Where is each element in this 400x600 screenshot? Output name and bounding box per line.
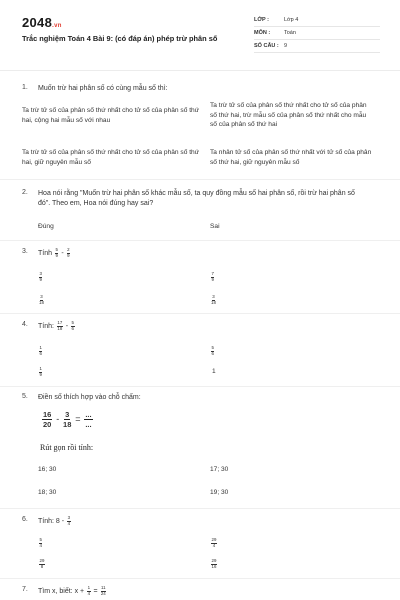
- answer-option-d[interactable]: 19; 30: [210, 489, 229, 496]
- fraction: $\frac{3}{18}$: [39, 294, 44, 305]
- meta-value: Toán: [284, 30, 296, 36]
- question-separator: [0, 313, 400, 314]
- logo-text: 2048: [22, 15, 53, 30]
- answer-option-c[interactable]: Ta trừ tử số của phân số thứ nhất cho tử số của phân số thứ hai, giữ nguyên mẫu số: [22, 149, 200, 166]
- answer-option-c[interactable]: [38, 367, 43, 377]
- question-label: Tìm x, biết:: [38, 587, 73, 595]
- question-number: 7.: [22, 586, 28, 593]
- question-number: 1.: [22, 84, 28, 91]
- answer-option-b[interactable]: 17; 30: [210, 466, 229, 473]
- fraction: $\frac{29}{16}$: [211, 558, 217, 569]
- minus-sign: -: [61, 517, 65, 525]
- answer-option-a[interactable]: [38, 538, 43, 548]
- page-title: Trắc nghiệm Toán 4 Bài 9: (có đáp án) phép trừ phân số: [22, 34, 218, 43]
- meta-grade: [254, 14, 380, 27]
- question-text: [38, 248, 368, 259]
- question-separator: [0, 386, 400, 387]
- answer-option-b[interactable]: [210, 346, 215, 356]
- fraction: $\frac{7}{9}$: [211, 271, 214, 282]
- answer-option-d[interactable]: 1: [212, 368, 216, 375]
- question-label: Tính: [38, 249, 53, 257]
- question-number: 6.: [22, 516, 28, 523]
- minus-sign: -: [65, 322, 69, 330]
- logo-suffix: .vn: [52, 23, 62, 29]
- fraction: $\frac{5}{9}$: [55, 247, 58, 258]
- meta-key: MÔN :: [254, 30, 271, 36]
- header-divider: [0, 70, 400, 71]
- fraction: $\frac{16}{20}$: [43, 410, 52, 429]
- equals-sign: =: [75, 413, 81, 424]
- answer-option-a[interactable]: 16; 30: [38, 466, 57, 473]
- fraction: $\frac{2}{9}$: [67, 247, 70, 258]
- question-text: [38, 321, 368, 332]
- answer-option-b[interactable]: Sai: [210, 223, 220, 230]
- question-text: Điền số thích hợp vào chỗ chấm:: [38, 394, 141, 401]
- fraction: $\frac{1}{9}$: [39, 366, 42, 377]
- meta-value: 9: [284, 43, 288, 49]
- question-separator: [0, 508, 400, 509]
- minus-sign: -: [61, 249, 64, 257]
- question-text: Muốn trừ hai phân số có cùng mẫu số thì:: [38, 85, 168, 92]
- fraction: $\frac{5}{6}$: [211, 345, 214, 356]
- question-separator: [0, 179, 400, 180]
- question-number: 2.: [22, 189, 28, 196]
- fraction: $\frac{3}{9}$: [39, 271, 42, 282]
- fraction: $\frac{5}{4}$: [39, 537, 42, 548]
- answer-option-d[interactable]: Ta nhân tử số của phân số thứ nhất với tử số của phân số thứ hai, giữ nguyên mẫu số: [210, 149, 372, 166]
- question-text: [38, 516, 368, 527]
- answer-option-b[interactable]: [210, 538, 218, 548]
- question-number: 4.: [22, 321, 28, 328]
- question-separator: [0, 240, 400, 241]
- answer-option-d[interactable]: [210, 295, 217, 305]
- page-header: [0, 0, 400, 70]
- answer-option-c[interactable]: [38, 559, 46, 569]
- answer-option-a[interactable]: [38, 346, 43, 356]
- answer-option-d[interactable]: [210, 559, 218, 569]
- meta-question-count: [254, 40, 380, 53]
- answer-option-c[interactable]: 18; 30: [38, 489, 57, 496]
- math-expression: [40, 410, 95, 429]
- plus-sign: +: [80, 587, 85, 595]
- site-logo[interactable]: [22, 15, 62, 30]
- question-number: 3.: [22, 248, 28, 255]
- question-text: Hoa nói rằng "Muốn trừ hai phân số khác mẫu số, ta quy đồng mẫu số hai phân số, rồi trừ hai phân số đó". Theo em, Hoa nói đúng hay sai?: [38, 190, 355, 207]
- fraction: $\frac{3}{18}$: [211, 294, 216, 305]
- answer-option-b[interactable]: [210, 272, 215, 282]
- fraction: $\frac{11}{24}$: [100, 585, 106, 596]
- answer-option-a[interactable]: Ta trừ tử số của phân số thứ nhất cho tử số của phân số thứ hai, cộng hai mẫu số với nhau: [22, 107, 200, 124]
- question-text: [38, 586, 368, 597]
- meta-subject: [254, 27, 380, 40]
- fraction: $\frac{29}{4}$: [211, 537, 217, 548]
- question-label: Tính:: [38, 322, 54, 330]
- answer-option-a[interactable]: Đúng: [38, 223, 54, 230]
- meta-key: SỐ CÂU :: [254, 43, 279, 49]
- minus-sign: -: [56, 413, 60, 424]
- equals-sign: =: [93, 587, 98, 595]
- question-note: Rút gọn rồi tính:: [40, 443, 94, 452]
- answer-option-a[interactable]: [38, 272, 43, 282]
- fraction-blank[interactable]: ... ...: [85, 410, 92, 429]
- meta-value: Lớp 4: [284, 17, 299, 23]
- fraction: $\frac{1}{6}$: [39, 345, 42, 356]
- variable-x: x: [74, 587, 79, 595]
- fraction: $\frac{17}{18}$: [57, 320, 63, 331]
- fraction: $\frac{1}{4}$: [87, 585, 91, 596]
- fraction: $\frac{3}{4}$: [67, 515, 71, 526]
- question-separator: [0, 578, 400, 579]
- question-label: Tính:: [38, 517, 54, 525]
- fraction: $\frac{3}{18}$: [63, 410, 72, 429]
- answer-option-c[interactable]: [38, 295, 45, 305]
- whole-number: 8: [55, 517, 60, 525]
- answer-option-b[interactable]: Ta trừ tử số của phân số thứ nhất cho tử số của phân số thứ hai, trừ mẫu số của phân số thứ nhất cho mẫu số của phân số thứ hai: [210, 102, 367, 128]
- meta-key: LỚP :: [254, 17, 269, 23]
- fraction: $\frac{29}{8}$: [39, 558, 45, 569]
- fraction: $\frac{5}{6}$: [71, 320, 74, 331]
- question-number: 5.: [22, 393, 28, 400]
